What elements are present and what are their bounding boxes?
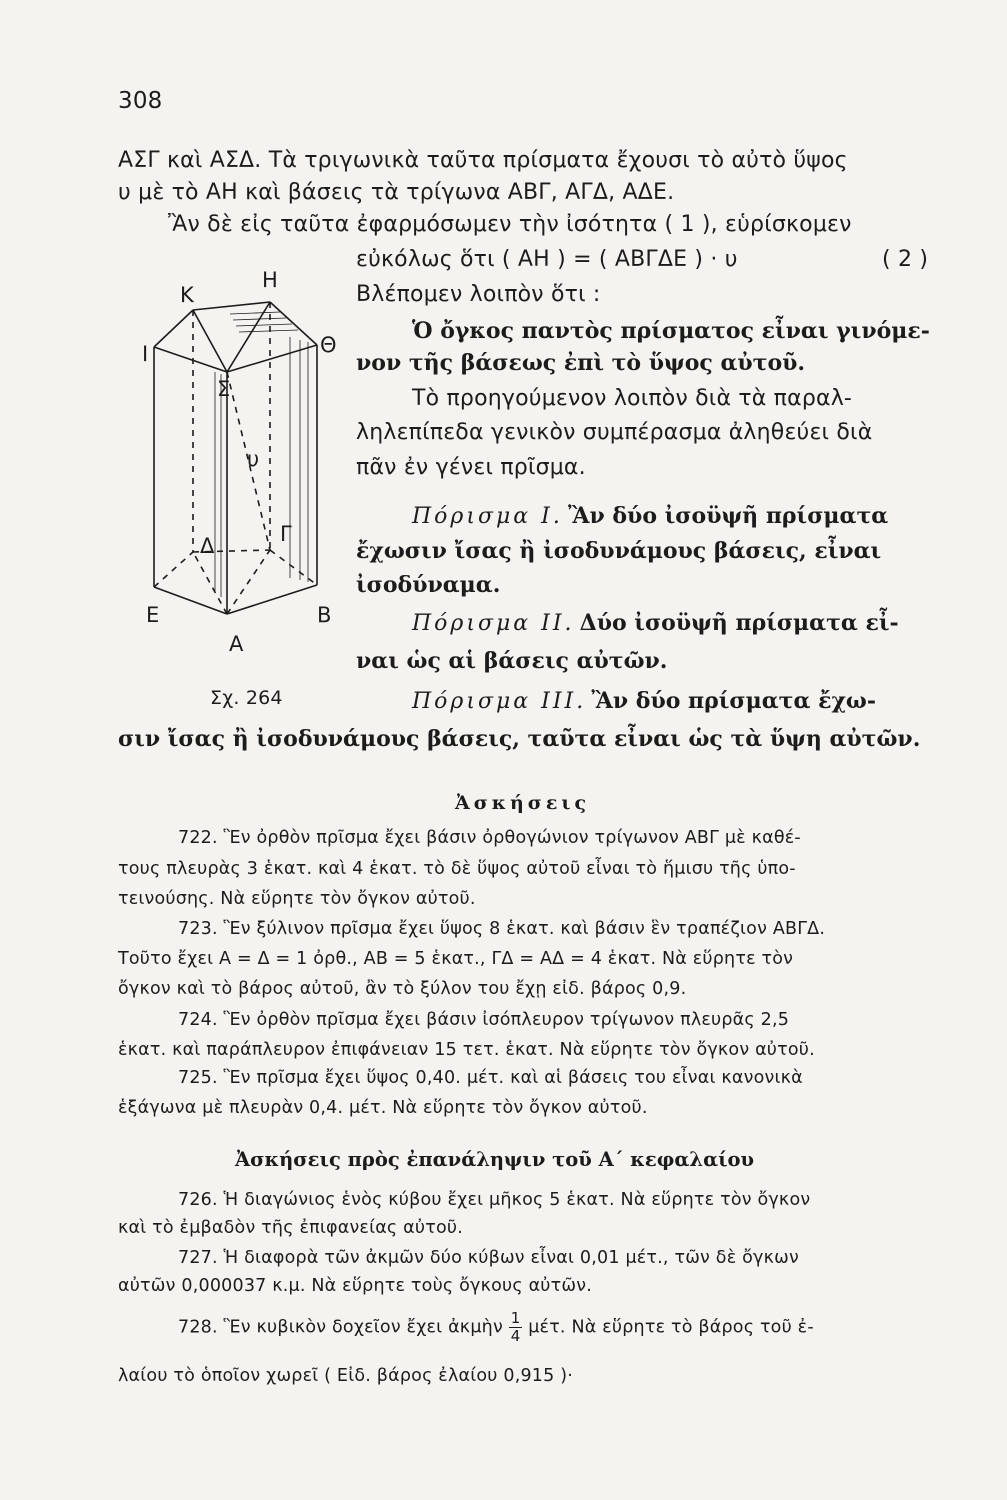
hidden-edge-E-Delta [154, 552, 193, 587]
corollary-3-first-line [412, 688, 876, 714]
exercise-723-line-1: 723. Ἓν ξύλινον πρῖσμα ἔχει ὕψος 8 ἑκατ. καὶ βάσιν ἓν τραπέζιον ΑΒΓΔ. [178, 919, 826, 939]
corollary-3-label: Πόρισμα ΙΙΙ. [412, 689, 587, 714]
exercise-724-line-1: 724. Ἓν ὀρθὸν πρῖσμα ἔχει βάσιν ἰσόπλευρον τρίγωνον πλευρᾶς 2,5 [178, 1010, 790, 1030]
exercise-728-text-b: μέτ. Νὰ εὕρητε τὸ βάρος τοῦ ἐ- [528, 1317, 814, 1338]
label-u: υ [247, 447, 260, 471]
label-I: Ι [142, 342, 149, 366]
corollary-1-text: Ἂν δύο ἰσοϋψῆ πρίσματα [567, 503, 889, 529]
exercise-728-text-a: 728. Ἓν κυβικὸν δοχεῖον ἔχει ἀκμὴν [178, 1317, 503, 1338]
exercise-724-line-2: ἑκατ. καὶ παράπλευρον ἐπιφάνειαν 15 τετ. ἑκατ. Νὰ εὕρητε τὸν ὄγκον αὐτοῦ. [118, 1040, 815, 1060]
review-heading: Ἀσκήσεις πρὸς ἐπανάληψιν τοῦ Α΄ κεφαλαίου [235, 1148, 755, 1171]
label-B: Β [317, 603, 332, 627]
edge-E-A [154, 587, 227, 614]
label-Theta: Θ [320, 333, 337, 357]
exercise-722-line-3: τεινούσης. Νὰ εὕρητε τὸν ὄγκον αὐτοῦ. [118, 889, 476, 909]
conclusion-line-1: Τὸ προηγούμενον λοιπὸν διὰ τὰ παραλ- [412, 386, 853, 411]
hidden-edge-Gamma-B [270, 550, 317, 585]
corollary-1-line-3: ἰσοδύναμα. [356, 572, 501, 598]
corollary-2-text: Δύο ἰσοϋψῆ πρίσματα εἶ- [579, 610, 899, 636]
exercise-723-line-3: ὄγκον καὶ τὸ βάρος αὐτοῦ, ἂν τὸ ξύλον του ἔχῃ εἰδ. βάρος 0,9. [118, 979, 687, 999]
edge-K-H [193, 302, 270, 310]
intro-line-1: ΑΣΓ καὶ ΑΣΔ. Τὰ τριγωνικὰ ταῦτα πρίσματα ἔχουσι τὸ αὐτὸ ὕψος [118, 148, 848, 173]
label-Sigma: Σ [217, 377, 231, 401]
exercise-725-line-1: 725. Ἓν πρῖσμα ἔχει ὕψος 0,40. μέτ. καὶ αἱ βάσεις του εἶναι κανονικὰ [178, 1068, 803, 1088]
label-E: Ε [146, 603, 160, 627]
exercise-727-line-2: αὐτῶν 0,000037 κ.μ. Νὰ εὕρητε τοὺς ὄγκους αὐτῶν. [118, 1276, 592, 1296]
corollary-3-line-2: σιν ἴσας ἢ ἰσοδυνάμους βάσεις, ταῦτα εἶναι ὡς τὰ ὕψη αὐτῶν. [118, 726, 921, 752]
fraction-denominator: 4 [510, 1327, 521, 1345]
exercise-722-line-1: 722. Ἓν ὀρθὸν πρῖσμα ἔχει βάσιν ὀρθογώνιον τρίγωνον ΑΒΓ μὲ καθέ- [178, 828, 801, 848]
exercise-725-line-2: ἑξάγωνα μὲ πλευρὰν 0,4. μέτ. Νὰ εὕρητε τὸν ὄγκον αὐτοῦ. [118, 1098, 648, 1118]
exercise-726-line-2: καὶ τὸ ἐμβαδὸν τῆς ἐπιφανείας αὐτοῦ. [118, 1218, 463, 1238]
corollary-3-text: Ἂν δύο πρίσματα ἔχω- [591, 688, 876, 714]
label-Gamma: Γ [280, 522, 292, 546]
label-A: Α [229, 632, 244, 656]
theorem-line-2: νον τῆς βάσεως ἐπὶ τὸ ὕψος αὐτοῦ. [356, 350, 806, 376]
intro-line-3: Ἂν δὲ εἰς ταῦτα ἐφαρμόσωμεν τὴν ἰσότητα ( 1 ), εὑρίσκομεν [168, 212, 852, 237]
intro-line-2: υ μὲ τὸ ΑΗ καὶ βάσεις τὰ τρίγωνα ΑΒΓ, ΑΓΔ, ΑΔΕ. [118, 180, 675, 205]
label-K: Κ [180, 283, 194, 307]
exercise-728-line-1 [178, 1310, 814, 1345]
intro-line-4: εὐκόλως ὅτι ( ΑΗ ) = ( ΑΒΓΔΕ ) · υ [356, 247, 738, 272]
conclusion-line-2: ληλεπίπεδα γενικὸν συμπέρασμα ἀληθεύει διὰ [356, 420, 873, 445]
corollary-1-label: Πόρισμα Ι. [412, 504, 563, 529]
figure-caption: Σχ. 264 [210, 687, 283, 709]
fraction-quarter [509, 1310, 523, 1345]
edge-I-K [154, 310, 193, 347]
prism-figure [130, 262, 360, 722]
corollary-2-label: Πόρισμα ΙΙ. [412, 611, 575, 636]
hidden-diag-A-Delta [193, 552, 227, 614]
edge-H-Theta [270, 302, 317, 345]
fraction-numerator: 1 [510, 1309, 521, 1327]
exercises-heading: Ἀσκήσεις [455, 792, 591, 814]
intro-line-5: Βλέπομεν λοιπὸν ὅτι : [356, 282, 601, 307]
equation-number: ( 2 ) [882, 247, 929, 272]
label-H: Η [262, 268, 278, 292]
exercise-722-line-2: τους πλευρὰς 3 ἑκατ. καὶ 4 ἑκατ. τὸ δὲ ὕψος αὐτοῦ εἶναι τὸ ἥμισυ τῆς ὑπο- [118, 859, 796, 879]
corollary-1-line-2: ἔχωσιν ἴσας ἢ ἰσοδυνάμους βάσεις, εἶναι [356, 538, 882, 564]
corollary-2-line-2: ναι ὡς αἱ βάσεις αὐτῶν. [356, 648, 668, 674]
corollary-2-first-line [412, 610, 899, 636]
label-Delta: Δ [200, 534, 215, 558]
theorem-line-1: Ὁ ὄγκος παντὸς πρίσματος εἶναι γινόμε- [412, 318, 930, 344]
exercise-723-line-2: Τοῦτο ἔχει Α = Δ = 1 ὀρθ., ΑΒ = 5 ἑκατ., ΓΔ = ΑΔ = 4 ἑκατ. Νὰ εὕρητε τὸν [118, 949, 794, 969]
exercise-726-line-1: 726. Ἡ διαγώνιος ἑνὸς κύβου ἔχει μῆκος 5 ἑκατ. Νὰ εὕρητε τὸν ὄγκον [178, 1190, 811, 1210]
edge-A-B [227, 585, 317, 614]
exercise-727-line-1: 727. Ἡ διαφορὰ τῶν ἀκμῶν δύο κύβων εἶναι 0,01 μέτ., τῶν δὲ ὄγκων [178, 1248, 799, 1268]
exercise-728-line-2: λαίου τὸ ὁποῖον χωρεῖ ( Εἰδ. βάρος ἐλαίου 0,915 )· [118, 1366, 574, 1386]
page-number: 308 [118, 88, 163, 114]
conclusion-line-3: πᾶν ἐν γένει πρῖσμα. [356, 455, 586, 480]
hidden-diag-A-Gamma [227, 550, 270, 614]
corollary-1-first-line [412, 503, 888, 529]
